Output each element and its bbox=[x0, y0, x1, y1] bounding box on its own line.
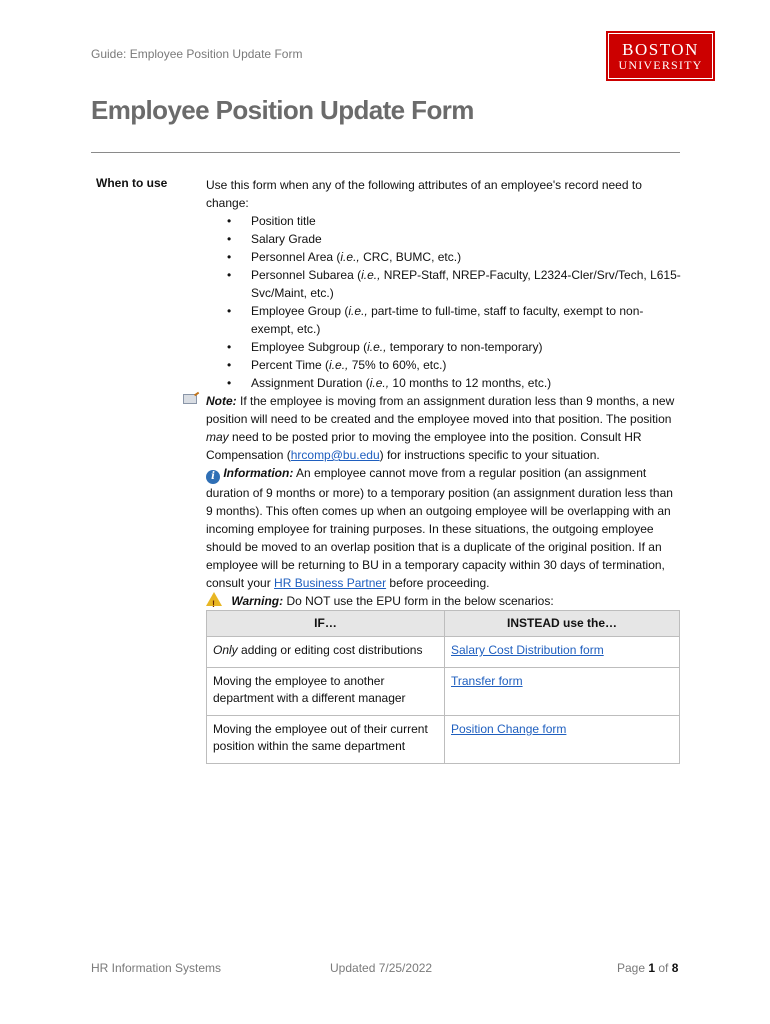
footer-department: HR Information Systems bbox=[91, 961, 222, 975]
table-header-row bbox=[207, 611, 680, 637]
hrcomp-email-link[interactable]: hrcomp@bu.edu bbox=[290, 448, 380, 462]
page-title: Employee Position Update Form bbox=[91, 95, 474, 125]
guide-title: Guide: Employee Position Update Form bbox=[91, 47, 303, 61]
list-item: • Salary Grade bbox=[251, 230, 682, 248]
list-item: • Employee Subgroup (i.e., temporary to non-temporary) bbox=[251, 338, 682, 356]
information-label: Information: bbox=[223, 466, 294, 480]
note-paragraph: Note: If the employee is moving from an assignment duration less than 9 months, a new position will need to be created and the employee moved into that position. The position may need to be posted prior to moving the employee into the position. Consult HR Compensation (hrcomp@bu.edu) for instructions specific to your situation. bbox=[206, 392, 682, 464]
list-item: • Assignment Duration (i.e., 10 months to 12 months, etc.) bbox=[251, 374, 682, 392]
footer-page-number: Page 1 of 8 bbox=[617, 961, 679, 975]
footer-updated-date: Updated 7/25/2022 bbox=[330, 961, 433, 975]
list-item: • Percent Time (i.e., 75% to 60%, etc.) bbox=[251, 356, 682, 374]
warning-icon: ! bbox=[206, 592, 222, 606]
table-cell: Only adding or editing cost distributions bbox=[207, 637, 445, 668]
warning-paragraph: ! Warning: Do NOT use the EPU form in the below scenarios: bbox=[206, 592, 682, 610]
table-row bbox=[207, 668, 680, 716]
info-icon: i bbox=[206, 470, 220, 484]
hr-business-partner-link[interactable]: HR Business Partner bbox=[274, 576, 387, 590]
section-content bbox=[206, 176, 682, 764]
table-row bbox=[207, 637, 680, 668]
list-item: • Employee Group (i.e., part-time to full-time, staff to faculty, exempt to non-exempt, etc.) bbox=[251, 302, 682, 338]
list-item: • Position title bbox=[251, 212, 682, 230]
table-cell: Moving the employee to another department with a different manager bbox=[207, 668, 445, 716]
position-change-form-link[interactable]: Position Change form bbox=[451, 722, 567, 736]
note-icon bbox=[183, 394, 197, 404]
transfer-form-link[interactable]: Transfer form bbox=[451, 674, 523, 688]
salary-cost-distribution-link[interactable]: Salary Cost Distribution form bbox=[451, 643, 604, 657]
logo-line-2: UNIVERSITY bbox=[618, 57, 703, 72]
warning-label: Warning: bbox=[231, 594, 284, 608]
column-header-if: IF… bbox=[207, 611, 445, 637]
note-label: Note: bbox=[206, 394, 237, 408]
table-cell bbox=[445, 637, 680, 668]
section-label: When to use bbox=[96, 176, 168, 190]
intro-text: Use this form when any of the following attributes of an employee's record need to change: bbox=[206, 178, 642, 210]
column-header-instead: INSTEAD use the… bbox=[445, 611, 680, 637]
list-item: • Personnel Area (i.e., CRC, BUMC, etc.) bbox=[251, 248, 682, 266]
table-cell: Moving the employee out of their current position within the same department bbox=[207, 716, 445, 764]
scenario-table bbox=[206, 610, 680, 764]
boston-university-logo bbox=[606, 31, 715, 81]
attribute-list bbox=[206, 212, 682, 392]
table-cell bbox=[445, 716, 680, 764]
list-item: • Personnel Subarea (i.e., NREP-Staff, NREP-Faculty, L2324-Cler/Srv/Tech, L615-Svc/Maint, etc.) bbox=[251, 266, 682, 302]
table-cell bbox=[445, 668, 680, 716]
information-paragraph: i Information: An employee cannot move from a regular position (an assignment duration of 9 months or more) to a temporary position (an assignment duration less than 9 months). This often comes up when an outgoing employee will be overlapping with an incoming employee for training purposes. In these situations, the outgoing employee should be moved to an overlap position that is a duplicate of the original position. If an employee will be returning to BU in a temporary capacity within 30 days of termination, consult your HR Business Partner before proceeding. bbox=[206, 466, 673, 590]
title-divider bbox=[91, 152, 680, 153]
logo-line-1: BOSTON bbox=[622, 39, 699, 59]
table-row bbox=[207, 716, 680, 764]
